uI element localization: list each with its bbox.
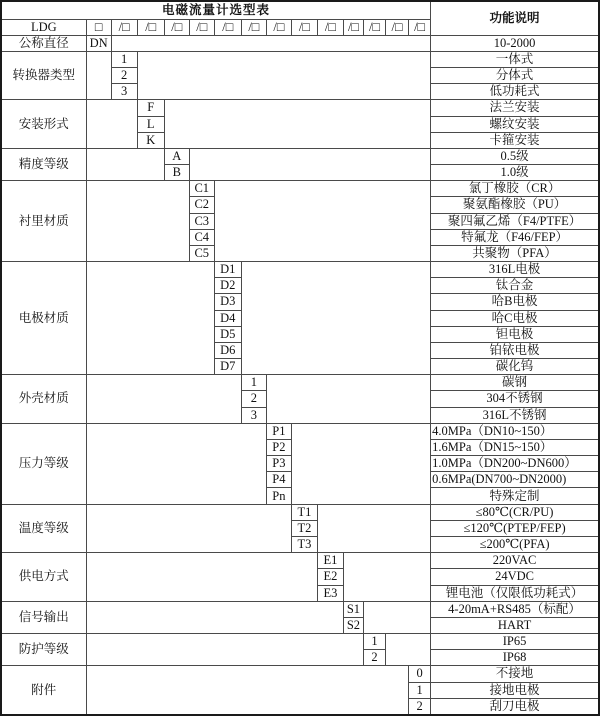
section-label: 电极材质 (1, 262, 86, 375)
selection-table-body (1, 1, 599, 715)
option-code: F (137, 100, 164, 116)
option-desc: 24VDC (431, 569, 599, 585)
section-label: 附件 (1, 666, 86, 715)
option-desc: 法兰安装 (431, 100, 599, 116)
page-title: 电磁流量计选型表 (1, 1, 431, 19)
option-code: E1 (317, 553, 343, 569)
model-code-base-box: □ (86, 19, 111, 35)
option-code: D1 (214, 262, 241, 278)
option-code: P4 (266, 472, 291, 488)
model-code-slot-box: /□ (111, 19, 137, 35)
option-code: 3 (241, 407, 266, 423)
spacer-cell (137, 51, 430, 100)
section-label: 衬里材质 (1, 181, 86, 262)
section-label: 供电方式 (1, 553, 86, 602)
option-code: T2 (291, 520, 317, 536)
option-code: B (164, 165, 189, 181)
model-code-prefix: LDG (1, 19, 86, 35)
option-desc: 锂电池（仅限低功耗式） (431, 585, 599, 601)
option-code: S1 (343, 601, 363, 617)
option-desc: 哈C电极 (431, 310, 599, 326)
option-desc: 1.0级 (431, 165, 599, 181)
spacer-cell (86, 504, 291, 553)
option-code: Pn (266, 488, 291, 504)
option-desc: 聚氨酯橡胶（PU） (431, 197, 599, 213)
option-desc: 刮刀电极 (431, 698, 599, 715)
spacer-cell (111, 35, 430, 51)
option-desc: 220VAC (431, 553, 599, 569)
option-desc: 螺纹安装 (431, 116, 599, 132)
model-code-slot-box: /□ (409, 19, 431, 35)
option-code: P2 (266, 439, 291, 455)
model-code-slot-box: /□ (164, 19, 189, 35)
model-code-slot-box: /□ (137, 19, 164, 35)
model-code-slot-box: /□ (266, 19, 291, 35)
spacer-cell (86, 553, 317, 602)
section-label: 转换器类型 (1, 51, 86, 100)
section-label: 外壳材质 (1, 375, 86, 424)
option-desc: 316L电极 (431, 262, 599, 278)
option-code: T3 (291, 537, 317, 553)
option-code: 1 (241, 375, 266, 391)
spacer-cell (86, 148, 164, 180)
option-desc: 316L不锈钢 (431, 407, 599, 423)
option-code: K (137, 132, 164, 148)
spacer-cell (164, 100, 430, 149)
option-desc: 共聚物（PFA） (431, 245, 599, 261)
option-code: S2 (343, 617, 363, 633)
section-label: 精度等级 (1, 148, 86, 180)
option-desc: 1.6MPa（DN15~150） (431, 439, 599, 455)
option-code: D5 (214, 326, 241, 342)
option-desc: 特氟龙（F46/FEP） (431, 229, 599, 245)
option-desc: 接地电极 (431, 682, 599, 698)
option-code: C2 (189, 197, 214, 213)
spacer-cell (86, 375, 241, 424)
option-desc: 氯丁橡胶（CR） (431, 181, 599, 197)
option-desc: 4-20mA+RS485（标配） (431, 601, 599, 617)
option-code: 1 (409, 682, 431, 698)
option-code: P3 (266, 456, 291, 472)
option-desc: 10-2000 (431, 35, 599, 51)
option-code: 1 (111, 51, 137, 67)
function-description-header: 功能说明 (431, 1, 599, 35)
spacer-cell (86, 181, 189, 262)
option-code: 3 (111, 84, 137, 100)
spacer-cell (386, 634, 431, 666)
option-code: 2 (409, 698, 431, 715)
option-code: C4 (189, 229, 214, 245)
option-desc: 一体式 (431, 51, 599, 67)
option-code: C3 (189, 213, 214, 229)
section-label: 信号输出 (1, 601, 86, 633)
option-desc: 4.0MPa（DN10~150） (431, 423, 599, 439)
option-desc: 哈B电极 (431, 294, 599, 310)
spacer-cell (86, 666, 408, 715)
model-code-slot-box: /□ (363, 19, 385, 35)
option-desc: 碳钢 (431, 375, 599, 391)
option-code: C5 (189, 245, 214, 261)
option-desc: 0.5级 (431, 148, 599, 164)
spacer-cell (317, 504, 430, 553)
option-desc: 铂铱电极 (431, 342, 599, 358)
model-code-slot-box: /□ (317, 19, 343, 35)
spacer-cell (189, 148, 430, 180)
option-code: D4 (214, 310, 241, 326)
option-code: 1 (363, 634, 385, 650)
section-label: 公称直径 (1, 35, 86, 51)
option-code: P1 (266, 423, 291, 439)
option-code: 2 (111, 68, 137, 84)
option-code: D2 (214, 278, 241, 294)
section-label: 温度等级 (1, 504, 86, 553)
option-code: T1 (291, 504, 317, 520)
option-code: A (164, 148, 189, 164)
spacer-cell (86, 601, 343, 633)
spacer-cell (86, 51, 111, 100)
spacer-cell (291, 423, 430, 504)
option-desc: 0.6MPa(DN700~DN2000) (431, 472, 599, 488)
option-desc: IP65 (431, 634, 599, 650)
section-label: 压力等级 (1, 423, 86, 504)
model-code-slot-box: /□ (214, 19, 241, 35)
spacer-cell (266, 375, 430, 424)
spacer-cell (86, 100, 137, 149)
spacer-cell (86, 634, 363, 666)
section-label: 防护等级 (1, 634, 86, 666)
option-code: E2 (317, 569, 343, 585)
option-desc: 钽电极 (431, 326, 599, 342)
model-code-slot-box: /□ (343, 19, 363, 35)
option-code: 2 (363, 650, 385, 666)
spacer-cell (214, 181, 430, 262)
option-desc: 1.0MPa（DN200~DN600） (431, 456, 599, 472)
option-desc: 低功耗式 (431, 84, 599, 100)
option-code: D3 (214, 294, 241, 310)
option-desc: HART (431, 617, 599, 633)
option-desc: 特殊定制 (431, 488, 599, 504)
option-desc: 钛合金 (431, 278, 599, 294)
section-label: 安装形式 (1, 100, 86, 149)
option-code: 2 (241, 391, 266, 407)
spacer-cell (241, 262, 430, 375)
option-desc: ≤80℃(CR/PU) (431, 504, 599, 520)
option-code: D6 (214, 342, 241, 358)
spacer-cell (86, 262, 214, 375)
model-code-slot-box: /□ (241, 19, 266, 35)
model-code-slot-box: /□ (386, 19, 409, 35)
option-code: DN (86, 35, 111, 51)
option-desc: 聚四氟乙烯（F4/PTFE） (431, 213, 599, 229)
option-code: L (137, 116, 164, 132)
option-desc: 碳化钨 (431, 359, 599, 375)
model-code-slot-box: /□ (291, 19, 317, 35)
option-desc: ≤200℃(PFA) (431, 537, 599, 553)
option-code: E3 (317, 585, 343, 601)
option-desc: 卡箍安装 (431, 132, 599, 148)
spacer-cell (343, 553, 430, 602)
option-desc: 304不锈钢 (431, 391, 599, 407)
spacer-cell (363, 601, 430, 633)
option-desc: 不接地 (431, 666, 599, 682)
option-code: C1 (189, 181, 214, 197)
option-code: 0 (409, 666, 431, 682)
option-desc: ≤120℃(PTEP/FEP) (431, 520, 599, 536)
option-desc: IP68 (431, 650, 599, 666)
model-code-slot-box: /□ (189, 19, 214, 35)
option-code: D7 (214, 359, 241, 375)
spacer-cell (86, 423, 266, 504)
option-desc: 分体式 (431, 68, 599, 84)
